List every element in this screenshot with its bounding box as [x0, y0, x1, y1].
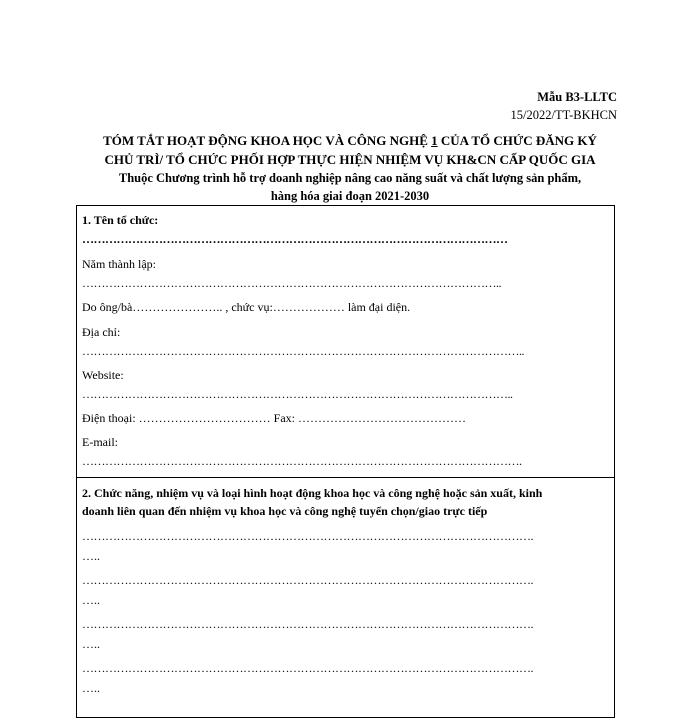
document-title-line-1	[0, 133, 700, 149]
footnote-mark: 1	[431, 133, 438, 148]
address-label: Địa chỉ:	[82, 325, 121, 339]
activity-field-line[interactable]: ……………………………………………………………………………………………………….	[82, 617, 533, 631]
activity-field-line[interactable]: ……………………………………………………………………………………………………….	[82, 573, 533, 587]
section-2-heading-line-2: doanh liên quan đến nhiệm vụ khoa học và công nghệ tuyển chọn/giao trực tiếp	[82, 504, 488, 518]
circular-reference: 15/2022/TT-BKHCN	[510, 108, 617, 122]
activity-field-line[interactable]: ……………………………………………………………………………………………………….	[82, 661, 533, 675]
program-subtitle-line-1: Thuộc Chương trình hỗ trợ doanh nghiệp nâng cao năng suất và chất lượng sản phẩm,	[118, 171, 582, 185]
established-year-field[interactable]: ………………………………………………………………………………………………..	[82, 276, 501, 290]
email-label: E-mail:	[82, 435, 118, 449]
activity-field-line-end: …..	[82, 549, 100, 563]
activity-field-line-end: …..	[82, 637, 100, 651]
email-field[interactable]: …………………………………………………………………………………………………….	[82, 454, 522, 468]
established-year-label: Năm thành lập:	[82, 257, 156, 271]
activity-field-line-end: …..	[82, 681, 100, 695]
title-text-before: TÓM TẮT HOẠT ĐỘNG KHOA HỌC VÀ CÔNG NGHỆ	[103, 133, 432, 148]
section-2-heading-line-1: 2. Chức năng, nhiệm vụ và loại hình hoạt động khoa học và công nghệ hoặc sản xuất, kinh	[82, 486, 543, 500]
program-subtitle-line-2: hàng hóa giai đoạn 2021-2030	[270, 189, 430, 203]
activity-field-line-end: …..	[82, 593, 100, 607]
section-1-heading: 1. Tên tổ chức:	[82, 213, 159, 227]
address-field[interactable]: ……………………………………………………………………………………………………..	[82, 344, 524, 358]
website-label: Website:	[82, 368, 124, 382]
representative-line[interactable]: Do ông/bà………………….. , chức vụ:……………… làm đại diện.	[82, 300, 411, 314]
website-field[interactable]: …………………………………………………………………………………………………..	[82, 387, 513, 401]
document-title-line-2: CHỦ TRÌ/ TỔ CHỨC PHỐI HỢP THỰC HIỆN NHIỆM VỤ KH&CN CẤP QUỐC GIA	[104, 152, 596, 167]
phone-fax-line[interactable]: Điện thoại: …………………………… Fax: ……………………………………	[82, 411, 466, 425]
title-text-after: CỦA TỔ CHỨC ĐĂNG KÝ	[437, 133, 597, 148]
organization-name-field[interactable]: …………………………………………………………………………………………………	[82, 232, 508, 246]
activity-field-line[interactable]: ……………………………………………………………………………………………………….	[82, 529, 533, 543]
form-code: Mẫu B3-LLTC	[537, 90, 617, 104]
